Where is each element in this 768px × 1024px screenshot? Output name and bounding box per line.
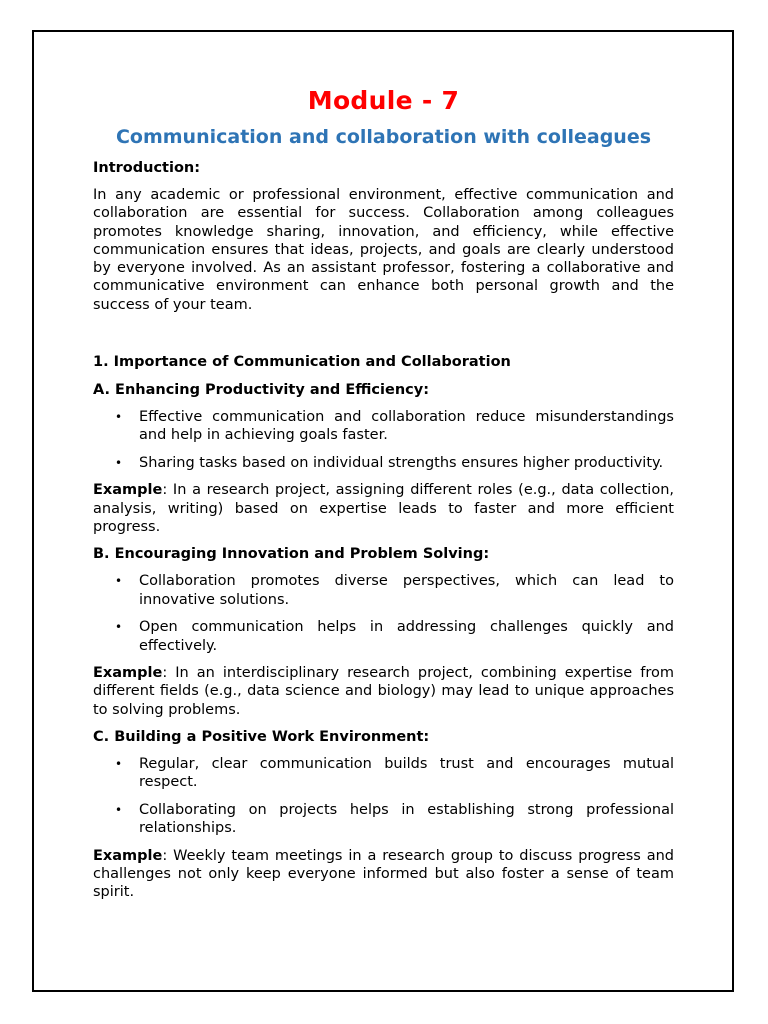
- list-item-text: Effective communication and collaboration reduce misunderstandings and help in achieving goals faster.: [139, 409, 674, 444]
- example-label: Example: [93, 482, 163, 499]
- list-item: [93, 454, 674, 472]
- section-heading: 1. Importance of Communication and Collaboration: [93, 354, 511, 371]
- example-paragraph-a: [93, 481, 674, 536]
- list-item-text: Open communication helps in addressing challenges quickly and effectively.: [139, 619, 674, 654]
- bullet-list-a: [93, 408, 674, 472]
- list-item-text: Sharing tasks based on individual strengths ensures higher productivity.: [139, 455, 664, 472]
- bullet-list-b: [93, 572, 674, 655]
- example-label: Example: [93, 847, 163, 864]
- module-title: Module - 7: [307, 86, 460, 115]
- list-item: [93, 618, 674, 655]
- subsection-heading-c: C. Building a Positive Work Environment:: [93, 728, 430, 745]
- intro-heading: Introduction:: [93, 160, 201, 176]
- subsection-heading-a: A. Enhancing Productivity and Efficiency:: [93, 382, 429, 399]
- example-text: : In an interdisciplinary research project, combining expertise from different fields (e.g., data science and biology) may lead to unique approaches to solving problems.: [93, 665, 674, 718]
- example-paragraph-b: [93, 664, 674, 719]
- example-text: : Weekly team meetings in a research group to discuss progress and challenges not only keep everyone informed but also foster a sense of team spirit.: [93, 847, 674, 901]
- list-item-text: Collaboration promotes diverse perspectives, which can lead to innovative solutions.: [139, 573, 674, 608]
- bullet-icon: •: [115, 456, 123, 471]
- bullet-icon: •: [115, 803, 123, 818]
- example-text: : In a research project, assigning different roles (e.g., data collection, analysis, writing) based on expertise leads to faster and more efficient progress.: [93, 482, 674, 536]
- list-item-text: Collaborating on projects helps in establishing strong professional relationships.: [139, 802, 674, 837]
- list-item-text: Regular, clear communication builds trust and encourages mutual respect.: [139, 755, 674, 791]
- bullet-list-c: [93, 755, 674, 838]
- bullet-icon: •: [115, 756, 123, 771]
- list-item: [93, 755, 674, 792]
- subsection-heading-b: B. Encouraging Innovation and Problem Solving:: [93, 546, 490, 563]
- list-item: [93, 801, 674, 838]
- list-item: [93, 572, 674, 609]
- bullet-icon: •: [115, 410, 123, 425]
- list-item: [93, 408, 674, 445]
- bullet-icon: •: [115, 620, 123, 635]
- bullet-icon: •: [115, 574, 123, 589]
- page-content: [93, 84, 674, 902]
- example-paragraph-c: [93, 847, 674, 902]
- page-subtitle: Communication and collaboration with colleagues: [115, 126, 652, 148]
- intro-paragraph: In any academic or professional environment, effective communication and collaboration are essential for success. Collaboration among colleagues promotes knowledge sharing, innovation, and efficiency, while effective communication ensures that ideas, projects, and goals are clearly understood by everyone involved. As an assistant professor, fostering a collaborative and communicative environment can enhance both personal growth and the success of your team.: [93, 187, 674, 313]
- example-label: Example: [93, 665, 163, 682]
